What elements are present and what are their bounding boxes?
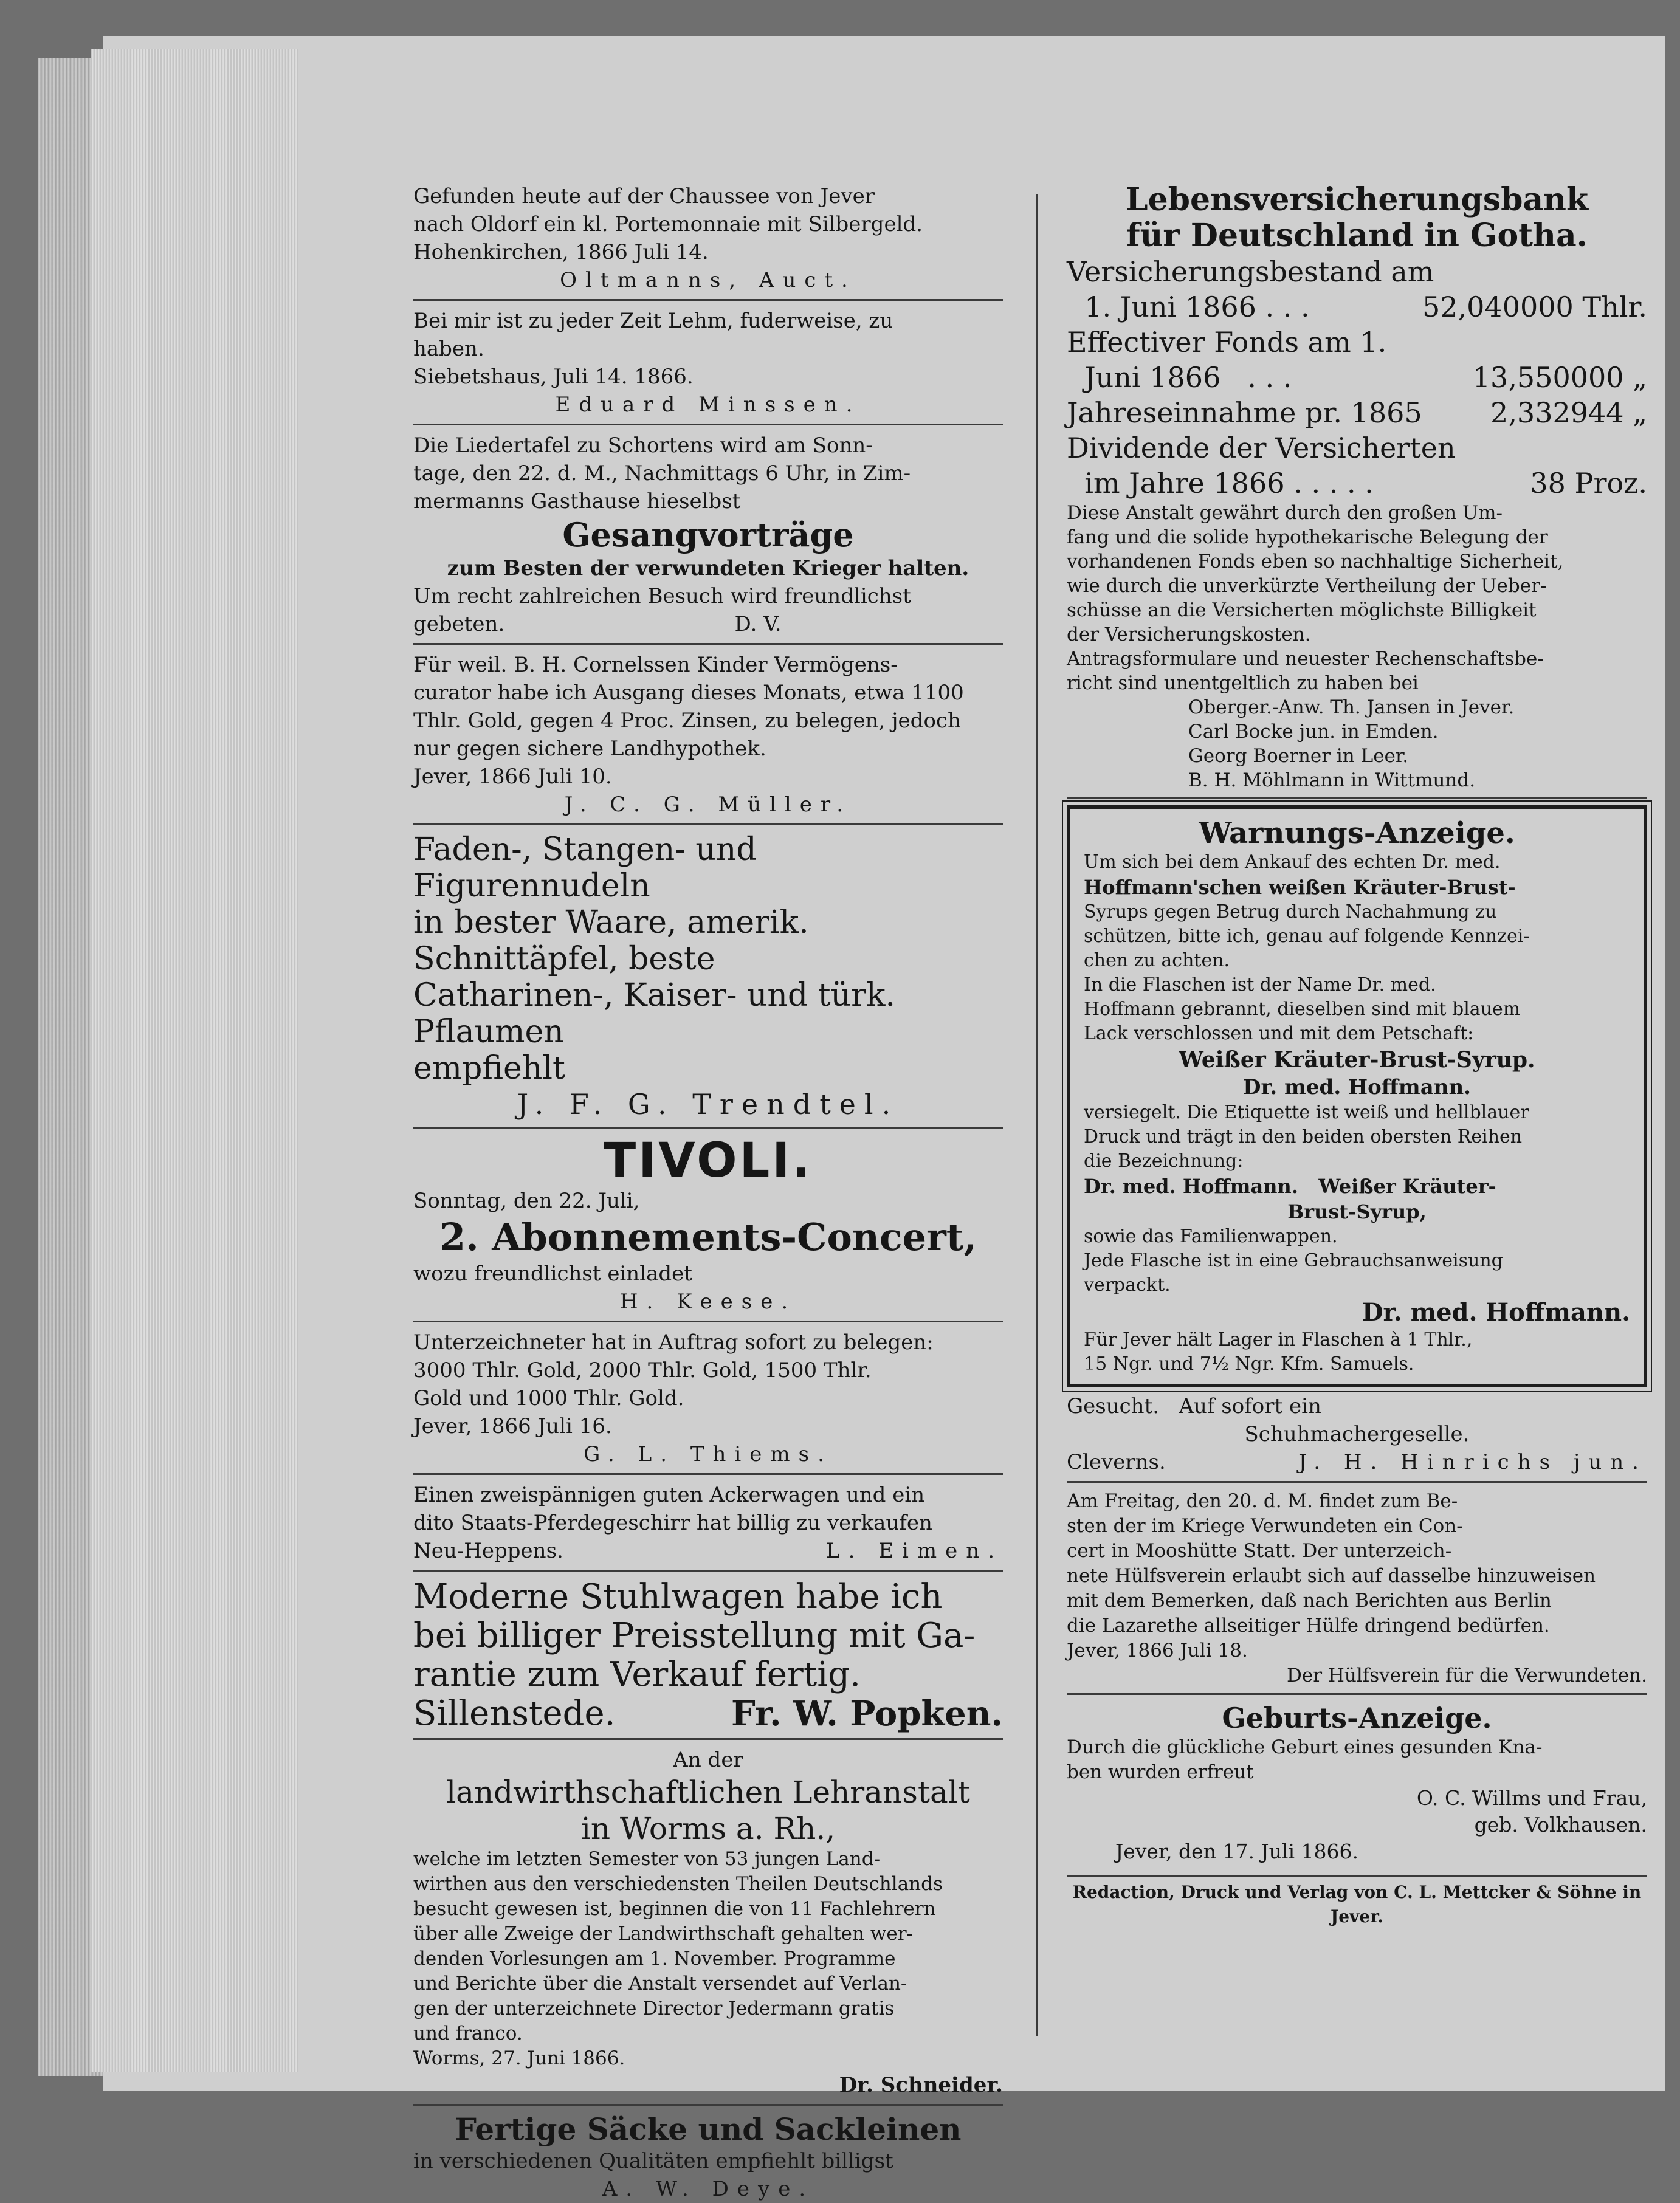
- ad-signature: G. L. Thiems.: [584, 1442, 833, 1466]
- ad-line: Syrups gegen Betrug durch Nachahmung zu: [1084, 901, 1497, 923]
- stat-row: [1067, 289, 1647, 325]
- ad-line: Siebetshaus, Juli 14. 1866.: [413, 365, 694, 389]
- ad-signature: Eduard Minssen.: [555, 393, 861, 417]
- ad-line: Einen zweispännigen guten Ackerwagen und ein: [413, 1483, 925, 1507]
- ad-line: rantie zum Verkauf fertig.: [413, 1655, 861, 1694]
- ad-line: bei billiger Preisstellung mit Ga-: [413, 1616, 976, 1655]
- ad-separator: [1067, 1693, 1647, 1695]
- ad-separator: [413, 1738, 1003, 1740]
- ad-line: die Bezeichnung:: [1084, 1150, 1244, 1172]
- ad-line: 15 Ngr. und 7½ Ngr. Kfm. Samuels.: [1084, 1353, 1414, 1375]
- ad-line: schützen, bitte ich, genau auf folgende Kennzei-: [1084, 926, 1530, 947]
- ad-headline: Fertige Säcke und Sackleinen: [455, 2111, 962, 2147]
- ad-line: Jever, 1866 Juli 16.: [413, 1414, 612, 1438]
- ad-signature: J. H. Hinrichs jun.: [1298, 1450, 1647, 1474]
- ad-line: Die Liedertafel zu Schortens wird am Sonn-: [413, 433, 873, 458]
- stat-value: 2,332944 „: [1490, 396, 1647, 429]
- ad-line: Hohenkirchen, 1866 Juli 14.: [413, 240, 709, 264]
- seal-text: Weißer Kräuter-Brust-Syrup.: [1179, 1047, 1535, 1073]
- ad-line: wie durch die unverkürzte Vertheilung der Ueber-: [1067, 575, 1547, 597]
- ad-line: dito Staats-Pferdegeschirr hat billig zu verkaufen: [413, 1511, 932, 1535]
- column-divider: [1036, 194, 1038, 2036]
- ad-headline: Lebensversicherungsbank: [1126, 181, 1588, 218]
- ad-signature: Fr. W. Popken.: [731, 1694, 1003, 1734]
- stat-row: [1067, 430, 1647, 466]
- ad-subline: zum Besten der verwundeten Krieger halten.: [447, 556, 969, 580]
- ad-signature: Dr. med. Hoffmann.: [1362, 1298, 1630, 1327]
- ad-line: mit dem Bemerken, daß nach Berichten aus Berlin: [1067, 1590, 1552, 1612]
- ad-line: Um sich bei dem Ankauf des echten Dr. med.: [1084, 851, 1501, 873]
- ad-separator: [1067, 1481, 1647, 1483]
- ad-line: verpackt.: [1084, 1274, 1171, 1296]
- warnungs-anzeige-box: [1067, 805, 1647, 1387]
- ad-headline: Warnungs-Anzeige.: [1199, 816, 1515, 850]
- agent-line: Oberger.-Anw. Th. Jansen in Jever.: [1188, 696, 1515, 718]
- names-line: O. C. Willms und Frau,: [1416, 1786, 1647, 1810]
- ad-line: cert in Mooshütte Statt. Der unterzeich-: [1067, 1540, 1452, 1562]
- ad-signature: H. Keese.: [619, 1290, 797, 1314]
- seal-text: Dr. med. Hoffmann.: [1243, 1075, 1471, 1099]
- ad-signature: J. C. G. Müller.: [564, 792, 852, 817]
- stat-label: im Jahre 1866 . . . . .: [1067, 467, 1374, 500]
- stuhlwagen-ad: [413, 1578, 1003, 1733]
- thiems-ad: [413, 1328, 1003, 1468]
- ad-line: Brust-Syrup,: [1287, 1200, 1427, 1223]
- tivoli-ad: [413, 1135, 1003, 1316]
- ad-place: Cleverns.: [1067, 1450, 1166, 1474]
- agent-line: Carl Bocke jun. in Emden.: [1188, 721, 1439, 743]
- ad-line: der Versicherungskosten.: [1067, 624, 1311, 645]
- ad-place: Sillenstede.: [413, 1694, 616, 1733]
- ad-date: Jever, den 17. Juli 1866.: [1115, 1840, 1358, 1863]
- stat-row: [1067, 254, 1647, 289]
- ad-separator: [413, 643, 1003, 645]
- ad-headline: für Deutschland in Gotha.: [1126, 217, 1588, 254]
- ad-line: Druck und trägt in den beiden obersten Reihen: [1084, 1126, 1523, 1147]
- ad-line: Um recht zahlreichen Besuch wird freundlichst: [413, 584, 911, 608]
- ad-line: in verschiedenen Qualitäten empfiehlt billigst: [413, 2149, 893, 2173]
- ad-line: Faden-, Stangen- und Figurennudeln: [413, 831, 757, 904]
- ad-line: richt sind unentgeltlich zu haben bei: [1067, 672, 1419, 694]
- ad-signature: Der Hülfsverein für die Verwundeten.: [1287, 1665, 1647, 1686]
- ad-line: Worms, 27. Juni 1866.: [413, 2047, 625, 2069]
- ad-headline: in Worms a. Rh.,: [580, 1811, 836, 1846]
- ad-line: In die Flaschen ist der Name Dr. med.: [1084, 974, 1436, 995]
- agent-line: B. H. Möhlmann in Wittmund.: [1188, 769, 1476, 791]
- ad-signature: A. W. Deye.: [602, 2177, 814, 2201]
- geburts-anzeige-ad: [1067, 1701, 1647, 1865]
- ad-line: versiegelt. Die Etiquette ist weiß und hellblauer: [1084, 1102, 1529, 1123]
- ad-line: Hoffmann'schen weißen Kräuter-Brust-: [1084, 876, 1516, 899]
- ad-line: mermanns Gasthause hieselbst: [413, 489, 741, 514]
- stat-label: Effectiver Fonds am 1.: [1067, 326, 1387, 359]
- ad-line: Jede Flasche ist in eine Gebrauchsanweisung: [1084, 1250, 1503, 1271]
- ad-headline: Geburts-Anzeige.: [1222, 1702, 1492, 1734]
- lebensversicherung-ad: [1067, 182, 1647, 792]
- ad-line: gebeten. D. V.: [413, 612, 782, 636]
- ad-line: ben wurden erfreut: [1067, 1761, 1254, 1783]
- ad-line: sten der im Kriege Verwundeten ein Con-: [1067, 1515, 1463, 1537]
- gesucht-ad: [1067, 1392, 1647, 1476]
- tivoli-title: TIVOLI.: [604, 1133, 813, 1188]
- liedertafel-ad: [413, 431, 1003, 638]
- ad-place-signature-row: [413, 1694, 1003, 1733]
- ad-separator: [413, 823, 1003, 825]
- ad-separator: [413, 1570, 1003, 1572]
- ad-line: An der: [673, 1748, 743, 1772]
- ad-line: Moderne Stuhlwagen habe ich: [413, 1577, 943, 1617]
- ad-line: fang und die solide hypothekarische Belegung der: [1067, 526, 1548, 548]
- ad-line: Jever, 1866 Juli 10.: [413, 765, 612, 789]
- ad-line: besucht gewesen ist, beginnen die von 11 Fachlehrern: [413, 1898, 936, 1920]
- stat-row: [1067, 360, 1647, 395]
- publisher-imprint: Redaction, Druck und Verlag von C. L. Mettcker & Söhne in Jever.: [1067, 1875, 1647, 1929]
- ad-line: Am Freitag, den 20. d. M. findet zum Be-: [1067, 1490, 1458, 1512]
- ad-line: 3000 Thlr. Gold, 2000 Thlr. Gold, 1500 Thlr.: [413, 1358, 872, 1383]
- saecke-ad: [413, 2112, 1003, 2203]
- stat-label: Dividende der Versicherten: [1067, 431, 1456, 464]
- ad-line: und Berichte über die Anstalt versendet auf Verlan-: [413, 1973, 907, 1995]
- ad-line: Gefunden heute auf der Chaussee von Jever: [413, 184, 875, 208]
- ad-line: Sonntag, den 22. Juli,: [413, 1189, 640, 1213]
- ad-line: Catharinen-, Kaiser- und türk. Pflaumen: [413, 977, 896, 1050]
- ad-line: curator habe ich Ausgang dieses Monats, etwa 1100: [413, 681, 964, 705]
- ad-line: Diese Anstalt gewährt durch den großen Um-: [1067, 502, 1503, 524]
- ad-separator: [413, 2104, 1003, 2106]
- ad-signature: Oltmanns, Auct.: [560, 268, 856, 292]
- ad-line: in bester Waare, amerik. Schnittäpfel, beste: [413, 904, 809, 977]
- ad-separator: [413, 1321, 1003, 1322]
- ad-line: welche im letzten Semester von 53 jungen Land-: [413, 1848, 881, 1870]
- ad-line: haben.: [413, 337, 484, 361]
- stat-value: 13,550000 „: [1472, 361, 1647, 394]
- ad-line: nur gegen sichere Landhypothek.: [413, 737, 766, 761]
- ad-separator: [413, 1127, 1003, 1129]
- agent-line: Georg Boerner in Leer.: [1188, 745, 1409, 767]
- found-purse-ad: [413, 182, 1003, 294]
- ad-place-signature-row: [413, 1537, 1003, 1565]
- stat-row: [1067, 395, 1647, 430]
- nudeln-ad: [413, 831, 1003, 1122]
- ad-headline: Gesangvorträge: [562, 515, 854, 554]
- ackerwagen-ad: [413, 1481, 1003, 1565]
- stat-row: [1067, 466, 1647, 501]
- names-line: geb. Volkhausen.: [1474, 1813, 1647, 1837]
- ad-separator: [413, 1473, 1003, 1475]
- ad-line: nach Oldorf ein kl. Portemonnaie mit Silbergeld.: [413, 212, 923, 236]
- ad-line: sowie das Familienwappen.: [1084, 1226, 1338, 1247]
- ad-line: nete Hülfsverein erlaubt sich auf dasselbe hinzuweisen: [1067, 1565, 1596, 1587]
- ad-signature: Dr. Schneider.: [839, 2073, 1003, 2097]
- ad-line: empfiehlt: [413, 1050, 565, 1087]
- ad-line: Für Jever hält Lager in Flaschen à 1 Thlr.,: [1084, 1329, 1473, 1350]
- ad-line: über alle Zweige der Landwirthschaft gehalten wer-: [413, 1923, 913, 1945]
- ad-line: wozu freundlichst einladet: [413, 1262, 692, 1286]
- ad-line: Gold und 1000 Thlr. Gold.: [413, 1386, 684, 1411]
- ad-line: Gesucht. Auf sofort ein: [1067, 1394, 1321, 1418]
- ad-separator: [413, 299, 1003, 301]
- ad-line: Thlr. Gold, gegen 4 Proc. Zinsen, zu belegen, jedoch: [413, 709, 961, 733]
- ad-line: Antragsformulare und neuester Rechenschaftsbe-: [1067, 648, 1544, 670]
- ad-place-signature-row: [1067, 1448, 1647, 1476]
- ad-separator: [1067, 797, 1647, 799]
- ad-line: gen der unterzeichnete Director Jedermann gratis: [413, 1998, 895, 2019]
- ad-line: schüsse an die Versicherten möglichste Billigkeit: [1067, 599, 1537, 621]
- right-column: [1067, 182, 1647, 1929]
- ad-line: Unterzeichneter hat in Auftrag sofort zu belegen:: [413, 1330, 934, 1355]
- ad-line: Dr. med. Hoffmann. Weißer Kräuter-: [1084, 1175, 1496, 1198]
- ad-line: die Lazarethe allseitiger Hülfe dringend bedürfen.: [1067, 1615, 1550, 1637]
- ad-line: Jever, 1866 Juli 18.: [1067, 1640, 1248, 1662]
- ad-place: Neu-Heppens.: [413, 1539, 563, 1563]
- left-column: [413, 182, 1003, 2203]
- stat-label: Versicherungsbestand am: [1067, 255, 1434, 288]
- ad-signature: L. Eimen.: [826, 1539, 1003, 1563]
- stat-label: 1. Juni 1866 . . .: [1067, 290, 1310, 323]
- ad-line: und franco.: [413, 2023, 523, 2044]
- cornelssen-ad: [413, 651, 1003, 819]
- ad-signature: J. F. G. Trendtel.: [517, 1088, 900, 1121]
- book-page-stack: [91, 49, 298, 2072]
- hilfsverein-konzert-ad: [1067, 1489, 1647, 1688]
- ad-line: wirthen aus den verschiedensten Theilen Deutschlands: [413, 1873, 943, 1895]
- ad-line: Durch die glückliche Geburt eines gesunden Kna-: [1067, 1736, 1543, 1758]
- stat-label: Juni 1866 . . .: [1067, 361, 1292, 394]
- stat-value: 52,040000 Thlr.: [1422, 290, 1647, 323]
- ad-headline: 2. Abonnements-Concert,: [439, 1215, 977, 1259]
- lehranstalt-ad: [413, 1746, 1003, 2099]
- ad-separator: [413, 424, 1003, 425]
- ad-line: chen zu achten.: [1084, 950, 1230, 971]
- lehm-ad: [413, 307, 1003, 419]
- stat-label: Jahreseinnahme pr. 1865: [1067, 396, 1422, 429]
- ad-line: Hoffmann gebrannt, dieselben sind mit blauem: [1084, 998, 1521, 1020]
- stat-row: [1067, 325, 1647, 360]
- ad-line: Lack verschlossen und mit dem Petschaft:: [1084, 1023, 1474, 1044]
- ad-line: vorhandenen Fonds eben so nachhaltige Sicherheit,: [1067, 551, 1564, 572]
- ad-line: tage, den 22. d. M., Nachmittags 6 Uhr, in Zim-: [413, 461, 911, 486]
- ad-line: denden Vorlesungen am 1. November. Programme: [413, 1948, 896, 1970]
- ad-line: Schuhmachergeselle.: [1244, 1422, 1470, 1446]
- stat-value: 38 Proz.: [1530, 467, 1647, 500]
- ad-line: Bei mir ist zu jeder Zeit Lehm, fuderweise, zu: [413, 309, 893, 333]
- ad-line: Für weil. B. H. Cornelssen Kinder Vermögens-: [413, 653, 898, 677]
- ad-headline: landwirthschaftlichen Lehranstalt: [446, 1775, 970, 1810]
